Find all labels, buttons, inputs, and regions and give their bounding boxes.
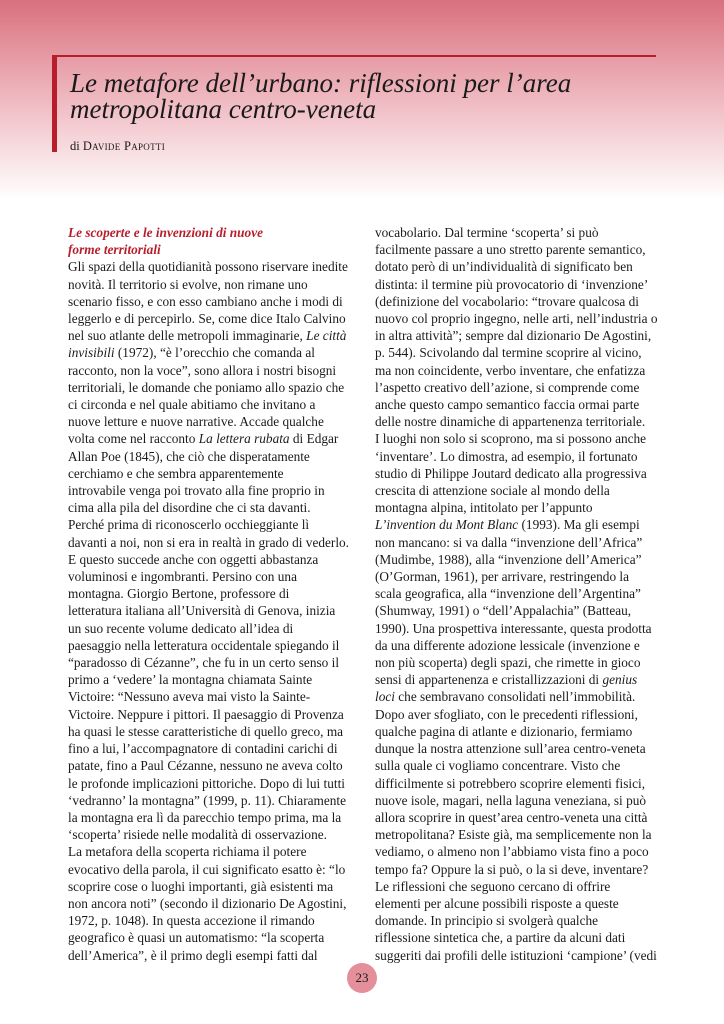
text-line [375,671,665,688]
text-line [375,929,665,946]
text-line [375,499,665,516]
text-run: scala geografica, alla “invenzione dell’Argentina” [375,586,641,602]
text-run: qualche pagina di atlante e dizionario, fermiamo [375,723,633,739]
text-run: ha quasi le stesse caratteristiche di quello greco, ma [68,723,344,739]
text-line [68,551,358,568]
text-run: vediamo, o almeno non l’abbiamo vista fino a poco [375,844,649,860]
text-run: di Edgar [289,431,339,447]
text-run: volta come nel racconto [68,431,199,447]
text-run: letteratura italiana all’Università di Genova, inizia [68,603,336,619]
text-run: racconto, non la voce”, sono allora i nostri bisogni [68,362,337,378]
text-run: (O’Gorman, 1961), per arrivare, restringendo la [375,569,630,585]
text-run: le profonde implicazioni pittoriche. Dopo di lui tutti [68,775,345,791]
text-line [375,516,665,533]
text-run: paesaggio nella letteratura occidentale spiegando il [68,637,340,653]
text-run: sulla quale ci vogliamo concentrare. Visto che [375,758,621,774]
text-run: I luoghi non solo si scoprono, ma si possono anche [375,431,647,447]
text-run: scenario fisso, e con esso cambiano anche i modi di [68,293,343,309]
text-line [375,534,665,551]
text-line [375,362,665,379]
text-line [68,792,358,809]
text-line [375,482,665,499]
text-line [375,775,665,792]
italic-title-run: L’invention du Mont Blanc [375,517,519,533]
italic-title-run: loci [375,689,395,705]
text-line [68,534,358,551]
text-line [68,258,358,275]
text-run: La metafora della scoperta richiama il potere [68,844,307,860]
text-run: dunque la nostra attenzione sull’area centro-veneta [375,741,646,757]
byline [70,139,165,154]
text-line [68,465,358,482]
text-line [68,448,358,465]
text-line [375,757,665,774]
text-run: ‘inventare’. Lo dimostra, ad esempio, il fortunato [375,448,638,464]
text-run: (definizione del vocabolario: “trovare qualcosa di [375,293,639,309]
text-run: Allan Poe (1845), che ciò che disperatamente [68,448,310,464]
text-run: cima alla pila del disordine che ci sta davanti. [68,500,311,516]
page-number-badge [347,963,377,993]
text-line [375,602,665,619]
text-line [68,895,358,912]
text-line [375,912,665,929]
text-line [68,310,358,327]
text-line [375,344,665,361]
text-line [68,379,358,396]
text-run: ci circonda e nel quale abitiamo che invitano a [68,397,316,413]
text-line [68,723,358,740]
text-line [375,809,665,826]
text-line [375,620,665,637]
text-run: suggeriti dai profili delle istituzioni ‘campione’ (vedi [375,947,657,963]
text-run: delle nostre dinamiche di appartenenza territoriale. [375,414,646,430]
text-run: da una differente adozione lessicale (invenzione e [375,637,640,653]
text-line [68,430,358,447]
text-run: non più scoperta) degli spazi, che rimette in gioco [375,655,641,671]
text-run: montagna alpina, intitolato per l’appunto [375,500,593,516]
text-run: voluminosi e ingombranti. Persino con una [68,569,297,585]
text-run: leggerlo e di percepirlo. Se, come dice Italo Calvino [68,311,346,327]
text-run: Gli spazi della quotidianità possono riservare inedite [68,259,348,275]
text-run: cerchiamo e che sembra apparentemente [68,465,284,481]
text-line [375,568,665,585]
text-line [375,241,665,258]
text-run: Perché prima di riconoscerlo occhieggiante lì [68,517,310,533]
text-line [375,258,665,275]
text-line [375,740,665,757]
text-line [375,465,665,482]
text-line [375,396,665,413]
text-line [375,843,665,860]
left-column [68,224,358,964]
text-run: sensi di appartenenza e cristallizzazioni di [375,672,603,688]
text-line [68,568,358,585]
text-run: l’aspetto creativo dell’azione, si comprende come [375,379,640,395]
text-run: p. 544). Scivolando dal termine scoprire al vicino, [375,345,642,361]
text-line [68,740,358,757]
left-column-body [68,258,358,963]
italic-title-run: invisibili [68,345,115,361]
text-line [375,379,665,396]
right-column-body [375,224,665,964]
text-run: patate, fino a Paul Cézanne, nessuno ne aveva colto [68,758,343,774]
italic-title-run: genius [602,672,638,688]
text-line [375,895,665,912]
text-line [375,947,665,964]
section-heading-line: Le scoperte e le invenzioni di nuove [68,225,263,240]
text-run: “paradosso di Cézanne”, che fu in un certo senso il [68,655,340,671]
text-run: Dopo aver sfogliato, con le precedenti riflessioni, [375,706,638,722]
right-column [375,224,665,964]
text-run: un suo recente volume dedicato all’idea di [68,620,294,636]
text-line [68,706,358,723]
text-run: non ancora noti” (secondo il dizionario De Agostini, [68,895,347,911]
article-title [70,70,670,122]
text-run: scoprire cose o luoghi importanti, già esistenti ma [68,878,334,894]
text-line [375,792,665,809]
text-line [68,757,358,774]
text-line [375,224,665,241]
text-line [375,723,665,740]
text-line [375,706,665,723]
text-line [375,551,665,568]
text-line [68,482,358,499]
text-run: novità. Il territorio si evolve, non rimane uno [68,276,308,292]
text-run: evocativo della parola, il cui significato esatto è: “lo [68,861,346,877]
text-line [68,775,358,792]
section-heading [68,224,358,258]
text-run: E questo succede anche con oggetti abbastanza [68,551,319,567]
text-run: montagna. Giorgio Bertone, professore di [68,586,290,602]
page-number: 23 [355,970,369,985]
text-run: ‘scoperta’ risiede nelle modalità di osservazione. [68,827,327,843]
text-run: studio di Philippe Joutard dedicato alla progressiva [375,465,647,481]
italic-title-run: Le città [306,328,347,344]
text-run: facilmente passare a uno stretto parente semantico, [375,242,646,258]
text-line [375,861,665,878]
text-line [375,826,665,843]
text-run: crescita di attenzione sociale al mondo della [375,483,610,499]
text-line [68,637,358,654]
text-run: allora scoprire in quest’area centro-veneta una città [375,809,648,825]
text-line [68,585,358,602]
text-run: Victoire. Neppure i pittori. Il paesaggio di Provenza [68,706,344,722]
text-line [375,654,665,671]
text-line [68,276,358,293]
text-line [68,344,358,361]
text-line [375,293,665,310]
text-run: Victoire: “Nessuno aveva mai visto la Sainte- [68,689,311,705]
text-line [375,327,665,344]
text-run: ‘vedranno’ la montagna” (1999, p. 11). Chiaramente [68,792,347,808]
text-run: vocabolario. Dal termine ‘scoperta’ si può [375,225,599,240]
text-run: fino a lui, l’accompagnatore di contadini carichi di [68,741,338,757]
text-line [68,327,358,344]
byline-prefix: di [70,139,80,153]
text-run: nuovo col proprio ingegno, nelle arti, nell’industria o [375,311,658,327]
text-line [68,499,358,516]
text-line [68,878,358,895]
text-run: 1972, p. 1048). In questa accezione il rimando [68,913,315,929]
title-line: Le metafore dell’urbano: riflessioni per l’area [70,68,572,98]
text-run: ma non coincidente, verbo inventare, che enfatizza [375,362,646,378]
text-line [68,413,358,430]
text-line [375,637,665,654]
text-line [375,276,665,293]
text-run: (Shumway, 1991) o “dell’Appalachia” (Batteau, [375,603,632,619]
text-line [375,688,665,705]
section-heading-line: forme territoriali [68,242,161,258]
text-line [68,516,358,533]
text-run: in altra attività”; sempre dal dizionario De Agostini, [375,328,652,344]
text-line [68,809,358,826]
text-run: anche questo campo semantico faccia ormai parte [375,397,640,413]
text-line [375,878,665,895]
text-run: (1993). Ma gli esempi [518,517,640,533]
text-run: 1990). Una prospettiva interessante, questa prodotta [375,620,652,636]
text-line [68,929,358,946]
text-run: (Mudimbe, 1988), alla “invenzione dell’America” [375,551,642,567]
text-run: difficilmente si potrebbero scoprire elementi fisici, [375,775,646,791]
text-line [68,654,358,671]
text-line [375,430,665,447]
text-run: metropolitana? Esiste già, ma semplicemente non la [375,827,652,843]
text-run: dell’America”, è il primo degli esempi fatti dal [68,947,318,963]
text-line [375,413,665,430]
text-run: nuove letture e nuove narrative. Accade qualche [68,414,324,430]
text-line [68,396,358,413]
italic-title-run: La lettera rubata [198,431,290,447]
text-line [68,688,358,705]
text-run: la montagna era lì da parecchio tempo prima, ma la [68,809,342,825]
text-line [375,585,665,602]
text-line [375,310,665,327]
text-run: nel suo atlante delle metropoli immaginarie, [68,328,307,344]
text-run: Le riflessioni che seguono cercano di offrire [375,878,611,894]
text-run: introvabile venga poi trovato alla fine proprio in [68,483,325,499]
text-run: distinta: il termine più provocatorio di ‘invenzione’ [375,276,649,292]
text-run: dotato però di un’individualità di significato ben [375,259,633,275]
text-run: domande. In principio si svolgerà qualche [375,913,599,929]
text-run: davanti a noi, non si era in realtà in grado di vederlo. [68,534,349,550]
text-run: che sembravano consolidati nell’immobilità. [394,689,636,705]
text-run: tempo fa? Oppure la si può, o la si deve, inventare? [375,861,649,877]
text-run: primo a ‘vedere’ la montagna chiamata Sainte [68,672,313,688]
title-accent-bar [52,56,57,152]
text-line [68,861,358,878]
author-name: Davide Papotti [82,139,165,153]
text-line [68,912,358,929]
text-line [68,843,358,860]
text-run: elementi per alcune possibili risposte a queste [375,895,619,911]
text-run: territoriali, le domande che poniamo allo spazio che [68,379,345,395]
text-line [68,602,358,619]
text-run: geografico è quasi un automatismo: “la scoperta [68,930,325,946]
text-line [68,671,358,688]
title-top-rule [52,55,656,57]
text-run: nuove isole, magari, nella laguna veneziana, si può [375,792,647,808]
text-line [68,947,358,964]
text-run: riflessione sintetica che, a partire da alcuni dati [375,930,626,946]
text-line [375,448,665,465]
title-line: metropolitana centro-veneta [70,94,377,124]
text-line [68,362,358,379]
text-line [68,620,358,637]
text-run: (1972), “è l’orecchio che comanda al [114,345,316,361]
text-run: non mancano: si va dalla “invenzione dell’Africa” [375,534,643,550]
text-line [68,826,358,843]
text-line [68,293,358,310]
